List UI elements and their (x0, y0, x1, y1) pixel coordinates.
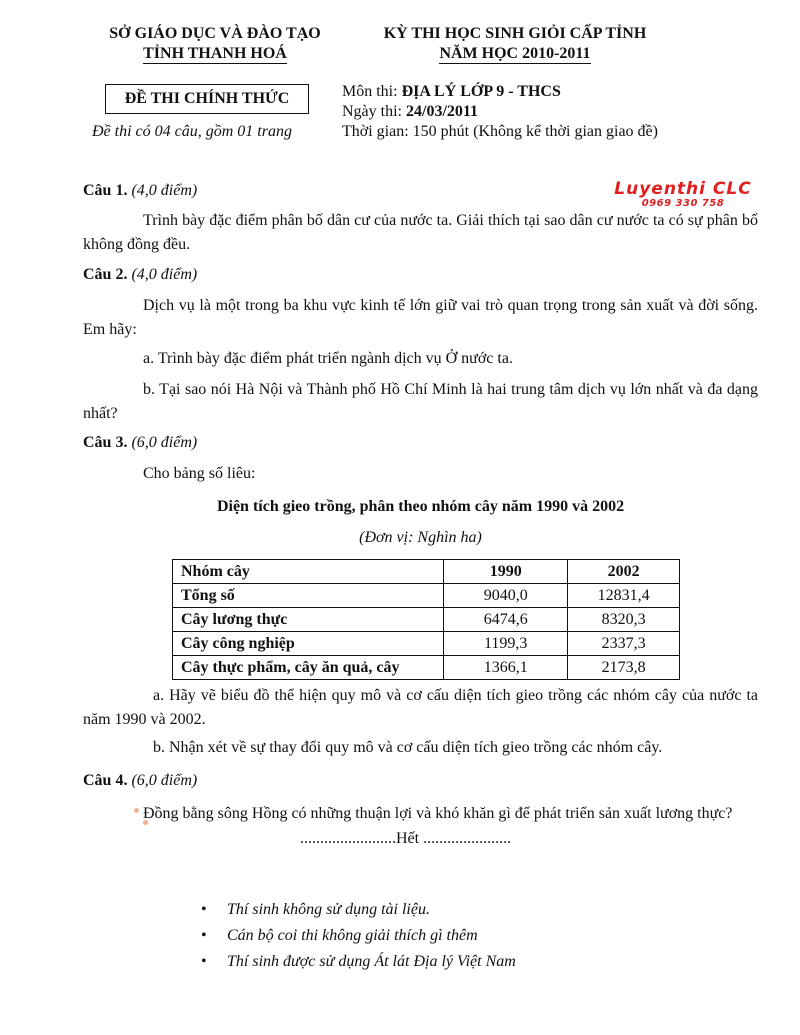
crop-area-table (172, 559, 680, 680)
exam-info (342, 82, 658, 142)
question-3-heading (83, 433, 197, 453)
table-unit: (Đơn vị: Nghìn ha) (359, 529, 482, 546)
note-text: Cán bộ coi thi không giải thích gì thêm (227, 927, 478, 944)
exam-note: Đề thi có 04 câu, gồm 01 trang (92, 123, 292, 140)
question-2-label: Câu 2. (83, 266, 128, 283)
question-2-part-b: b. Tại sao nói Hà Nội và Thành phố Hồ Chí Minh là hai trung tâm dịch vụ lớn nhất và đa dạng nhất? (83, 381, 758, 422)
question-3-points: (6,0 điểm) (131, 434, 198, 451)
table-cell: Cây thực phẩm, cây ăn quả, cây (173, 656, 444, 680)
table-cell: Cây lương thực (173, 608, 444, 632)
date-label: Ngày thi: (342, 103, 406, 120)
province-name: TỈNH THANH HOÁ (143, 45, 287, 62)
date-value: 24/03/2011 (406, 103, 479, 120)
question-2-part-a: a. Trình bày đặc điểm phát triển ngành dịch vụ Ở nước ta. (143, 350, 513, 367)
question-1-heading (83, 181, 197, 201)
table-header-cell: 1990 (444, 560, 568, 584)
official-exam-box (105, 84, 309, 114)
subject-label: Môn thi: (342, 83, 402, 100)
question-1-text: Trình bày đặc điểm phân bố dân cư của nước ta. Giải thích tại sao dân cư nước ta có sự phân bố không đồng đều. (83, 212, 758, 253)
bullet-icon: • (201, 901, 207, 918)
note-item (201, 923, 516, 949)
school-year: NĂM HỌC 2010-2011 (439, 45, 591, 62)
question-3-label: Câu 3. (83, 434, 128, 451)
table-cell: 1366,1 (444, 656, 568, 680)
question-3-part-a: a. Hãy vẽ biểu đồ thể hiện quy mô và cơ cấu diện tích gieo trồng các nhóm cây của nước ta năm 1990 và 2002. (83, 687, 758, 728)
table-cell: 1199,3 (444, 632, 568, 656)
official-exam-label: ĐỀ THI CHÍNH THỨC (124, 90, 290, 107)
question-3-intro: Cho bảng số liêu: (143, 465, 256, 482)
question-2-intro: Dịch vụ là một trong ba khu vực kinh tế lớn giữ vai trò quan trọng trong sản xuất và đời sống. Em hãy: (83, 297, 758, 338)
table-header-cell: 2002 (568, 560, 680, 584)
table-cell: Cây công nghiệp (173, 632, 444, 656)
subject-value: ĐỊA LÝ LỚP 9 - THCS (401, 83, 561, 100)
exam-header (360, 24, 670, 64)
table-title: Diện tích gieo trồng, phân theo nhóm cây năm 1990 và 2002 (216, 498, 625, 515)
question-1-points: (4,0 điểm) (131, 182, 198, 199)
question-4-label: Câu 4. (83, 772, 128, 789)
table-row (173, 656, 680, 680)
note-item (201, 897, 516, 923)
question-4-heading (83, 771, 197, 791)
table-cell: 6474,6 (444, 608, 568, 632)
table-header-row (173, 560, 680, 584)
table-cell: 2337,3 (568, 632, 680, 656)
table-row (173, 608, 680, 632)
note-text: Thí sinh được sử dụng Át lát Địa lý Việt Nam (227, 953, 516, 970)
table-row (173, 632, 680, 656)
notes-list (201, 897, 516, 975)
table-cell: 8320,3 (568, 608, 680, 632)
watermark-logo (608, 180, 758, 209)
question-1-label: Câu 1. (83, 182, 128, 199)
table-cell: 9040,0 (444, 584, 568, 608)
question-4-text: Đồng bằng sông Hồng có những thuận lợi và khó khăn gì để phát triển sản xuất lương thực? (143, 805, 733, 822)
question-4-points: (6,0 điểm) (131, 772, 198, 789)
question-2-heading (83, 265, 197, 285)
question-2-points: (4,0 điểm) (131, 266, 198, 283)
bullet-icon: • (201, 927, 207, 944)
table-cell: 2173,8 (568, 656, 680, 680)
bullet-icon: • (201, 953, 207, 970)
decorative-dot (134, 808, 139, 813)
table-cell: 12831,4 (568, 584, 680, 608)
exam-name: KỲ THI HỌC SINH GIỎI CẤP TỈNH (383, 25, 647, 42)
watermark-brand: Luyenthi CLC (614, 179, 752, 199)
note-text: Thí sinh không sử dụng tài liệu. (227, 901, 430, 918)
table-header-cell: Nhóm cây (173, 560, 444, 584)
note-item (201, 949, 516, 975)
department-header (95, 24, 335, 64)
watermark-phone: 0969 330 758 (641, 198, 725, 209)
question-3-part-b: b. Nhận xét về sự thay đổi quy mô và cơ cấu diện tích gieo trồng các nhóm cây. (153, 739, 663, 756)
time-text: Thời gian: 150 phút (Không kể thời gian giao đề) (342, 123, 658, 140)
table-row (173, 584, 680, 608)
department-name: SỞ GIÁO DỤC VÀ ĐÀO TẠO (109, 25, 321, 42)
end-marker: ........................Hết ...................... (300, 830, 512, 847)
table-cell: Tổng số (173, 584, 444, 608)
